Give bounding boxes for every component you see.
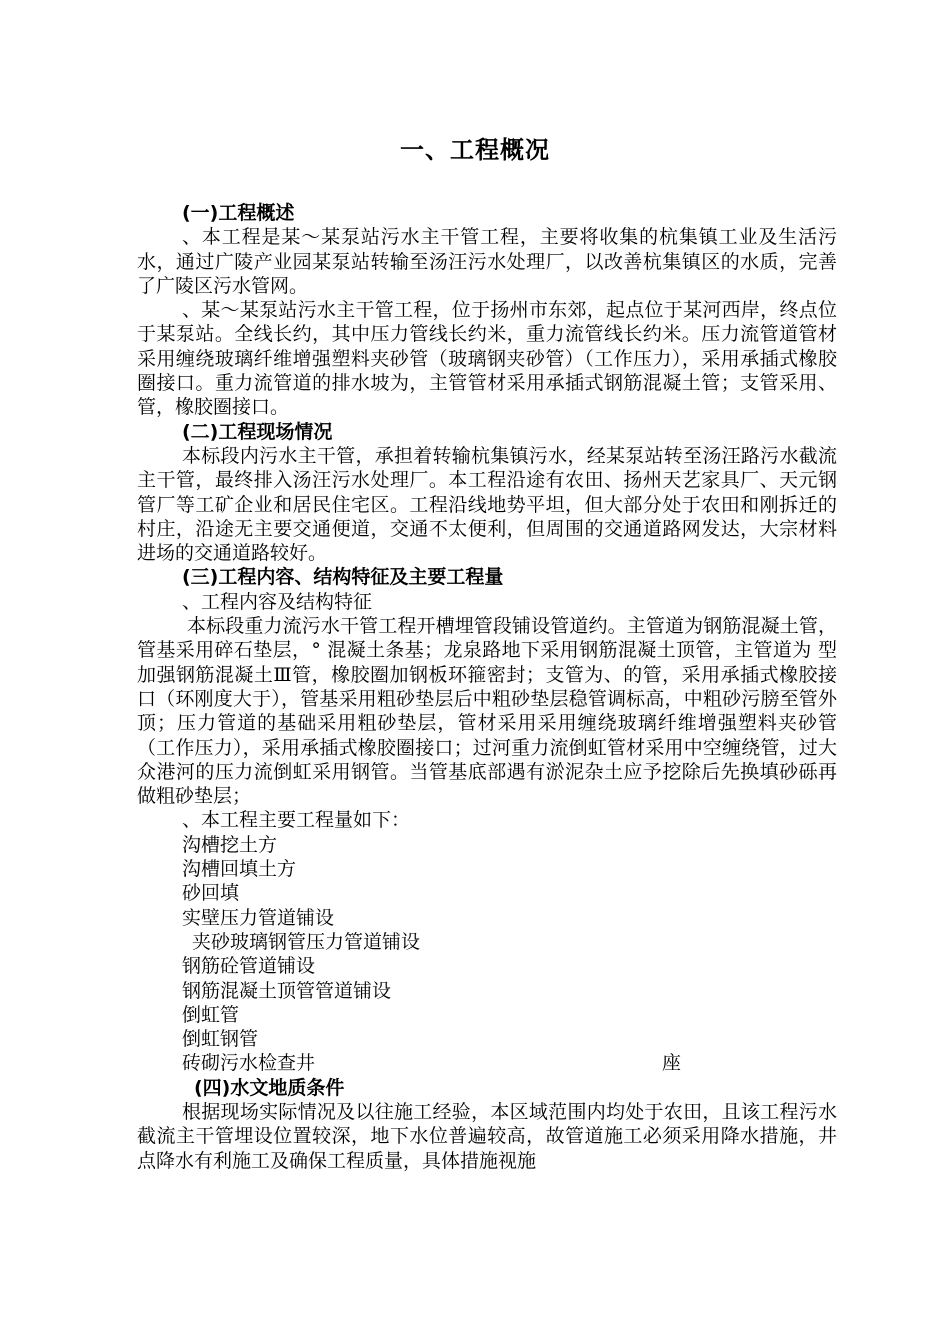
quantity-name: 砖砌污水检查井 bbox=[182, 1052, 316, 1075]
paragraph: 本标段内污水主干管，承担着转输杭集镇污水，经某泵站转至汤汪路污水截流主干管，最终排入汤汪污水处理厂。本工程沿途有农田、扬州天艺家具厂、天元钢管厂等工矿企业和居民住宅区。工程沿线地势平坦，但大部分处于农田和刚拆迁的村庄，沿途无主要交通便道，交通不太便利，但周围的交通道路网发达，大宗材料进场的交通道路较好。 bbox=[137, 444, 837, 565]
list-item bbox=[137, 881, 837, 905]
document-body bbox=[137, 201, 837, 1173]
list-item bbox=[137, 979, 837, 1003]
quantity-name: 沟槽回填土方 bbox=[182, 858, 297, 881]
quantity-name: 钢筋混凝土顶管管道铺设 bbox=[182, 979, 392, 1002]
list-item bbox=[137, 857, 837, 881]
quantity-list bbox=[137, 833, 837, 1076]
quantity-name: 砂回填 bbox=[182, 882, 240, 905]
quantity-name: 倒虹钢管 bbox=[182, 1028, 259, 1051]
list-item bbox=[137, 833, 837, 857]
quantity-name: 夹砂玻璃钢管压力管道铺设 bbox=[192, 930, 421, 953]
quantity-name: 实壁压力管道铺设 bbox=[182, 906, 335, 929]
page-title: 一、工程概况 bbox=[400, 136, 550, 164]
quantity-name: 倒虹管 bbox=[182, 1003, 240, 1026]
quantity-name: 沟槽挖土方 bbox=[182, 833, 278, 856]
list-item bbox=[137, 1003, 837, 1027]
list-item bbox=[137, 930, 837, 954]
section-heading-site: (二)工程现场情况 bbox=[182, 420, 333, 443]
paragraph: 、本工程是某～某泵站污水主干管工程，主要将收集的杭集镇工业及生活污水，通过广陵产业园某泵站转输至汤汪污水处理厂，以改善杭集镇区的水质，完善了广陵区污水管网。 bbox=[137, 226, 837, 297]
quantity-name: 钢筋砼管道铺设 bbox=[182, 955, 316, 978]
list-item bbox=[137, 954, 837, 978]
section-heading-hydrogeology: (四)水文地质条件 bbox=[194, 1076, 345, 1099]
paragraph: 本标段重力流污水干管工程开槽埋管段铺设管道约。主管道为钢筋混凝土管，管基采用碎石垫层，° 混凝土条基；龙泉路地下采用钢筋混凝土顶管，主管道为 型加强钢筋混凝土Ⅲ管，橡胶圈加钢板环箍密封；支管为、的管，采用承插式橡胶接口（环刚度大于），管基采用粗砂垫层后中粗砂垫层稳管调标高，中粗砂污膀至管外顶；压力管道的基础采用粗砂垫层，管材采用采用缠绕玻璃纤维增强塑料夹砂管（工作压力），采用承插式橡胶圈接口；过河重力流倒虹管材采用中空缠绕管，过大众港河的压力流倒虹采用钢管。当管基底部遇有淤泥杂土应予挖除后先换填砂砾再做粗砂垫层； bbox=[137, 615, 837, 808]
list-item bbox=[137, 1027, 837, 1051]
paragraph: 根据现场实际情况及以往施工经验，本区域范围内均处于农田，且该工程污水截流主干管埋设位置较深，地下水位普遍较高，故管道施工必须采用降水措施，井点降水有利施工及确保工程质量，具体措施视施 bbox=[137, 1100, 837, 1172]
list-intro: 、本工程主要工程量如下： bbox=[182, 809, 411, 832]
quantity-unit: 座 bbox=[662, 1052, 682, 1075]
paragraph: 、某～某泵站污水主干管工程，位于扬州市东郊，起点位于某河西岸，终点位于某泵站。全线长约，其中压力管线长约米，重力流管线长约米。压力流管道管材采用缠绕玻璃纤维增强塑料夹砂管（玻璃钢夹砂管）（工作压力），采用承插式橡胶圈接口。重力流管道的排水坡为，主管管材采用承插式钢筋混凝土管；支管采用、 管，橡胶圈接口。 bbox=[137, 299, 837, 419]
subheading: 、工程内容及结构特征 bbox=[182, 590, 373, 613]
list-item bbox=[137, 1051, 837, 1075]
list-item bbox=[137, 906, 837, 930]
section-heading-scope: (三)工程内容、结构特征及主要工程量 bbox=[182, 566, 504, 589]
section-heading-overview: (一)工程概述 bbox=[182, 202, 295, 224]
